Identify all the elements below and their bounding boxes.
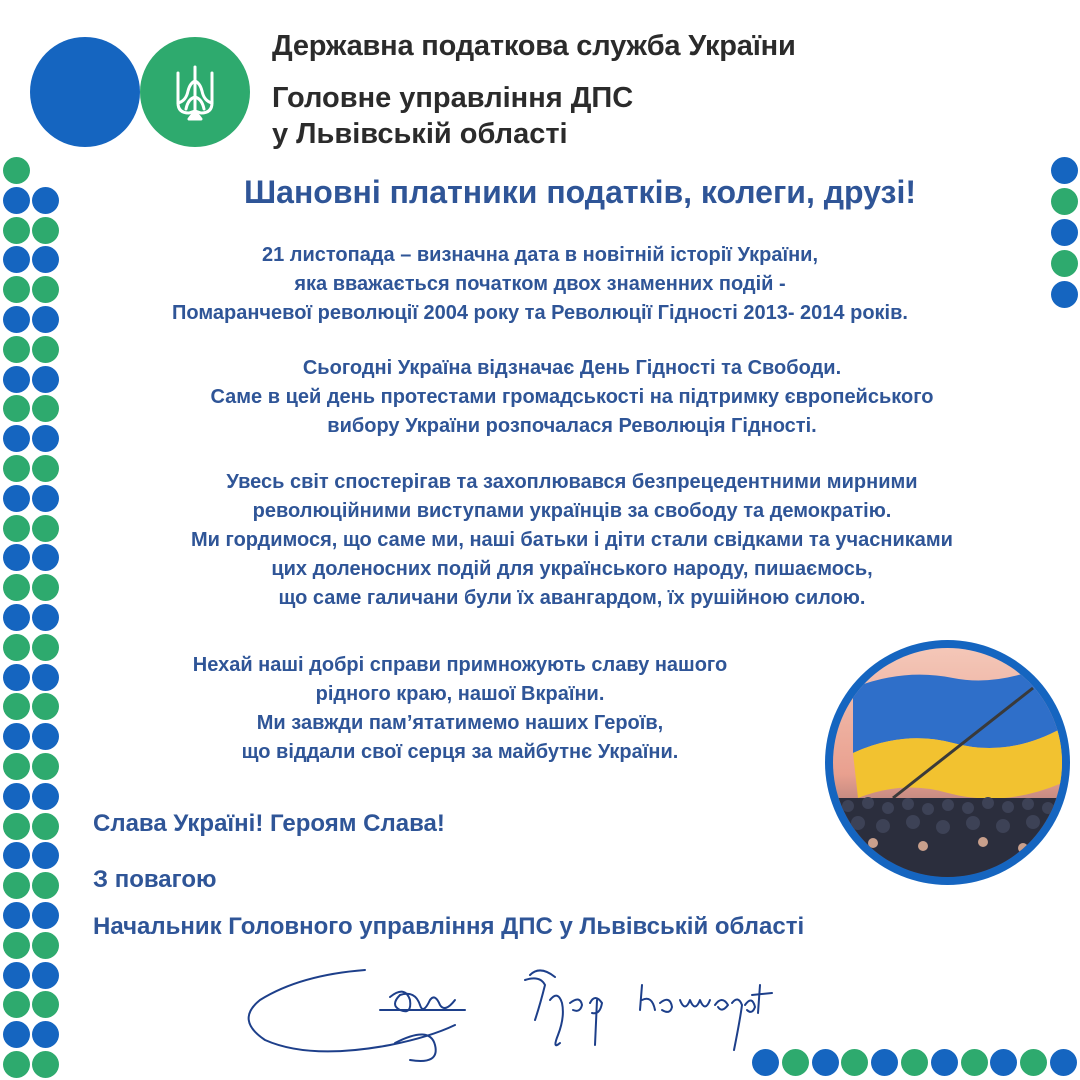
ukraine-flag-photo (833, 648, 1062, 877)
text-line: що саме галичани були їх авангардом, їх рушійною силою. (278, 587, 866, 609)
decorative-dot (3, 395, 30, 422)
decorative-dot (3, 455, 30, 482)
decorative-dot (1050, 1049, 1077, 1076)
decorative-dot (32, 515, 59, 542)
trident-icon (172, 63, 218, 123)
decorative-dot (3, 723, 30, 750)
paragraph-2 (72, 354, 1072, 441)
paragraph-3 (72, 468, 1072, 613)
decorative-dot (3, 991, 30, 1018)
decorative-dot (3, 276, 30, 303)
signature (240, 965, 780, 1075)
decorative-dot (1051, 281, 1078, 308)
org-name-regional (272, 80, 633, 152)
decorative-dot (1051, 188, 1078, 215)
decorative-dot (901, 1049, 928, 1076)
slogan: Слава Україні! Героям Слава! (93, 810, 445, 837)
decorative-dot (3, 664, 30, 691)
decorative-dot (32, 962, 59, 989)
text-line: Саме в цей день протестами громадськості на підтримку європейського (210, 386, 934, 408)
decorative-dot (32, 604, 59, 631)
decorative-dot (3, 157, 30, 184)
decorative-dot (32, 425, 59, 452)
decorative-dot (32, 813, 59, 840)
paragraph-1 (40, 241, 1040, 328)
decorative-dot (3, 962, 30, 989)
text-line: рідного краю, нашої Вкраїни. (315, 683, 605, 705)
decorative-dot (3, 902, 30, 929)
decorative-dot (782, 1049, 809, 1076)
decorative-dot (3, 574, 30, 601)
decorative-dot (32, 902, 59, 929)
decorative-dot (3, 187, 30, 214)
decorative-dot (32, 783, 59, 810)
decorative-dot (3, 693, 30, 720)
decorative-dot (990, 1049, 1017, 1076)
decorative-dot (3, 813, 30, 840)
signatory-title: Начальник Головного управління ДПС у Львівській області (93, 913, 805, 940)
decorative-dot (32, 395, 59, 422)
decorative-dot (32, 485, 59, 512)
text-line: Сьогодні Україна відзначає День Гідності та Свободи. (302, 357, 842, 379)
decorative-dot (812, 1049, 839, 1076)
paragraph-4 (130, 651, 790, 767)
text-line: 21 листопада – визначна дата в новітній історії України, (261, 244, 819, 266)
text-line: Увесь світ спостерігав та захоплювався безпрецедентними мирними (226, 471, 918, 493)
decorative-dot (32, 336, 59, 363)
decorative-dot (3, 425, 30, 452)
decorative-dot (3, 1051, 30, 1078)
decorative-dot (32, 872, 59, 899)
decorative-dot (3, 336, 30, 363)
decorative-dot (3, 366, 30, 393)
text-line: Ми завжди пам’ятатимемо наших Героїв, (256, 712, 664, 734)
decorative-dot (3, 515, 30, 542)
text-line: революційними виступами українців за свободу та демократію. (252, 500, 892, 522)
decorative-dot (32, 991, 59, 1018)
decorative-dot (1020, 1049, 1047, 1076)
decorative-dot (3, 604, 30, 631)
text-line: цих доленосних подій для українського народу, пишаємось, (271, 558, 873, 580)
decorative-dot (32, 455, 59, 482)
logo-blue-circle (30, 37, 140, 147)
decorative-dot (961, 1049, 988, 1076)
decorative-dot (931, 1049, 958, 1076)
org-name-line: Головне управління ДПС (272, 82, 634, 114)
text-line: що віддали свої серця за майбутнє України. (241, 741, 679, 763)
decorative-dot (1051, 250, 1078, 277)
decorative-dot (32, 1021, 59, 1048)
decorative-dot (32, 932, 59, 959)
decorative-dot (32, 217, 59, 244)
decorative-dot (841, 1049, 868, 1076)
decorative-dot (3, 217, 30, 244)
decorative-dot (32, 366, 59, 393)
decorative-dot (3, 544, 30, 571)
decorative-dot (32, 574, 59, 601)
decorative-dot (1051, 219, 1078, 246)
decorative-dot (3, 932, 30, 959)
decorative-dot (32, 187, 59, 214)
text-line: яка вважається початком двох знаменних подій - (294, 273, 786, 295)
decorative-dot (32, 753, 59, 780)
decorative-dot (32, 1051, 59, 1078)
decorative-dot (32, 544, 59, 571)
text-line: Нехай наші добрі справи примножують славу нашого (192, 654, 728, 676)
org-name-primary: Державна податкова служба України (272, 30, 796, 62)
decorative-dot (3, 246, 30, 273)
decorative-dot (3, 1021, 30, 1048)
org-name-line: у Львівській області (272, 118, 568, 150)
text-line: Ми гордимося, що саме ми, наші батьки і діти стали свідками та учасниками (191, 529, 953, 551)
decorative-dot (32, 664, 59, 691)
decorative-dot (3, 634, 30, 661)
decorative-dot (3, 842, 30, 869)
decorative-dot (3, 485, 30, 512)
regards: З повагою (93, 866, 217, 893)
decorative-dot (32, 693, 59, 720)
decorative-dot (3, 306, 30, 333)
decorative-dot (3, 872, 30, 899)
text-line: вибору України розпочалася Революція Гідності. (327, 415, 817, 437)
decorative-dot (3, 783, 30, 810)
text-line: Помаранчевої революції 2004 року та Революції Гідності 2013- 2014 років. (172, 302, 908, 324)
decorative-dot (1051, 157, 1078, 184)
decorative-dot (32, 842, 59, 869)
greeting-heading: Шановні платники податків, колеги, друзі! (244, 174, 916, 210)
decorative-dot (32, 723, 59, 750)
decorative-dot (3, 753, 30, 780)
decorative-dot (871, 1049, 898, 1076)
decorative-dot (32, 634, 59, 661)
